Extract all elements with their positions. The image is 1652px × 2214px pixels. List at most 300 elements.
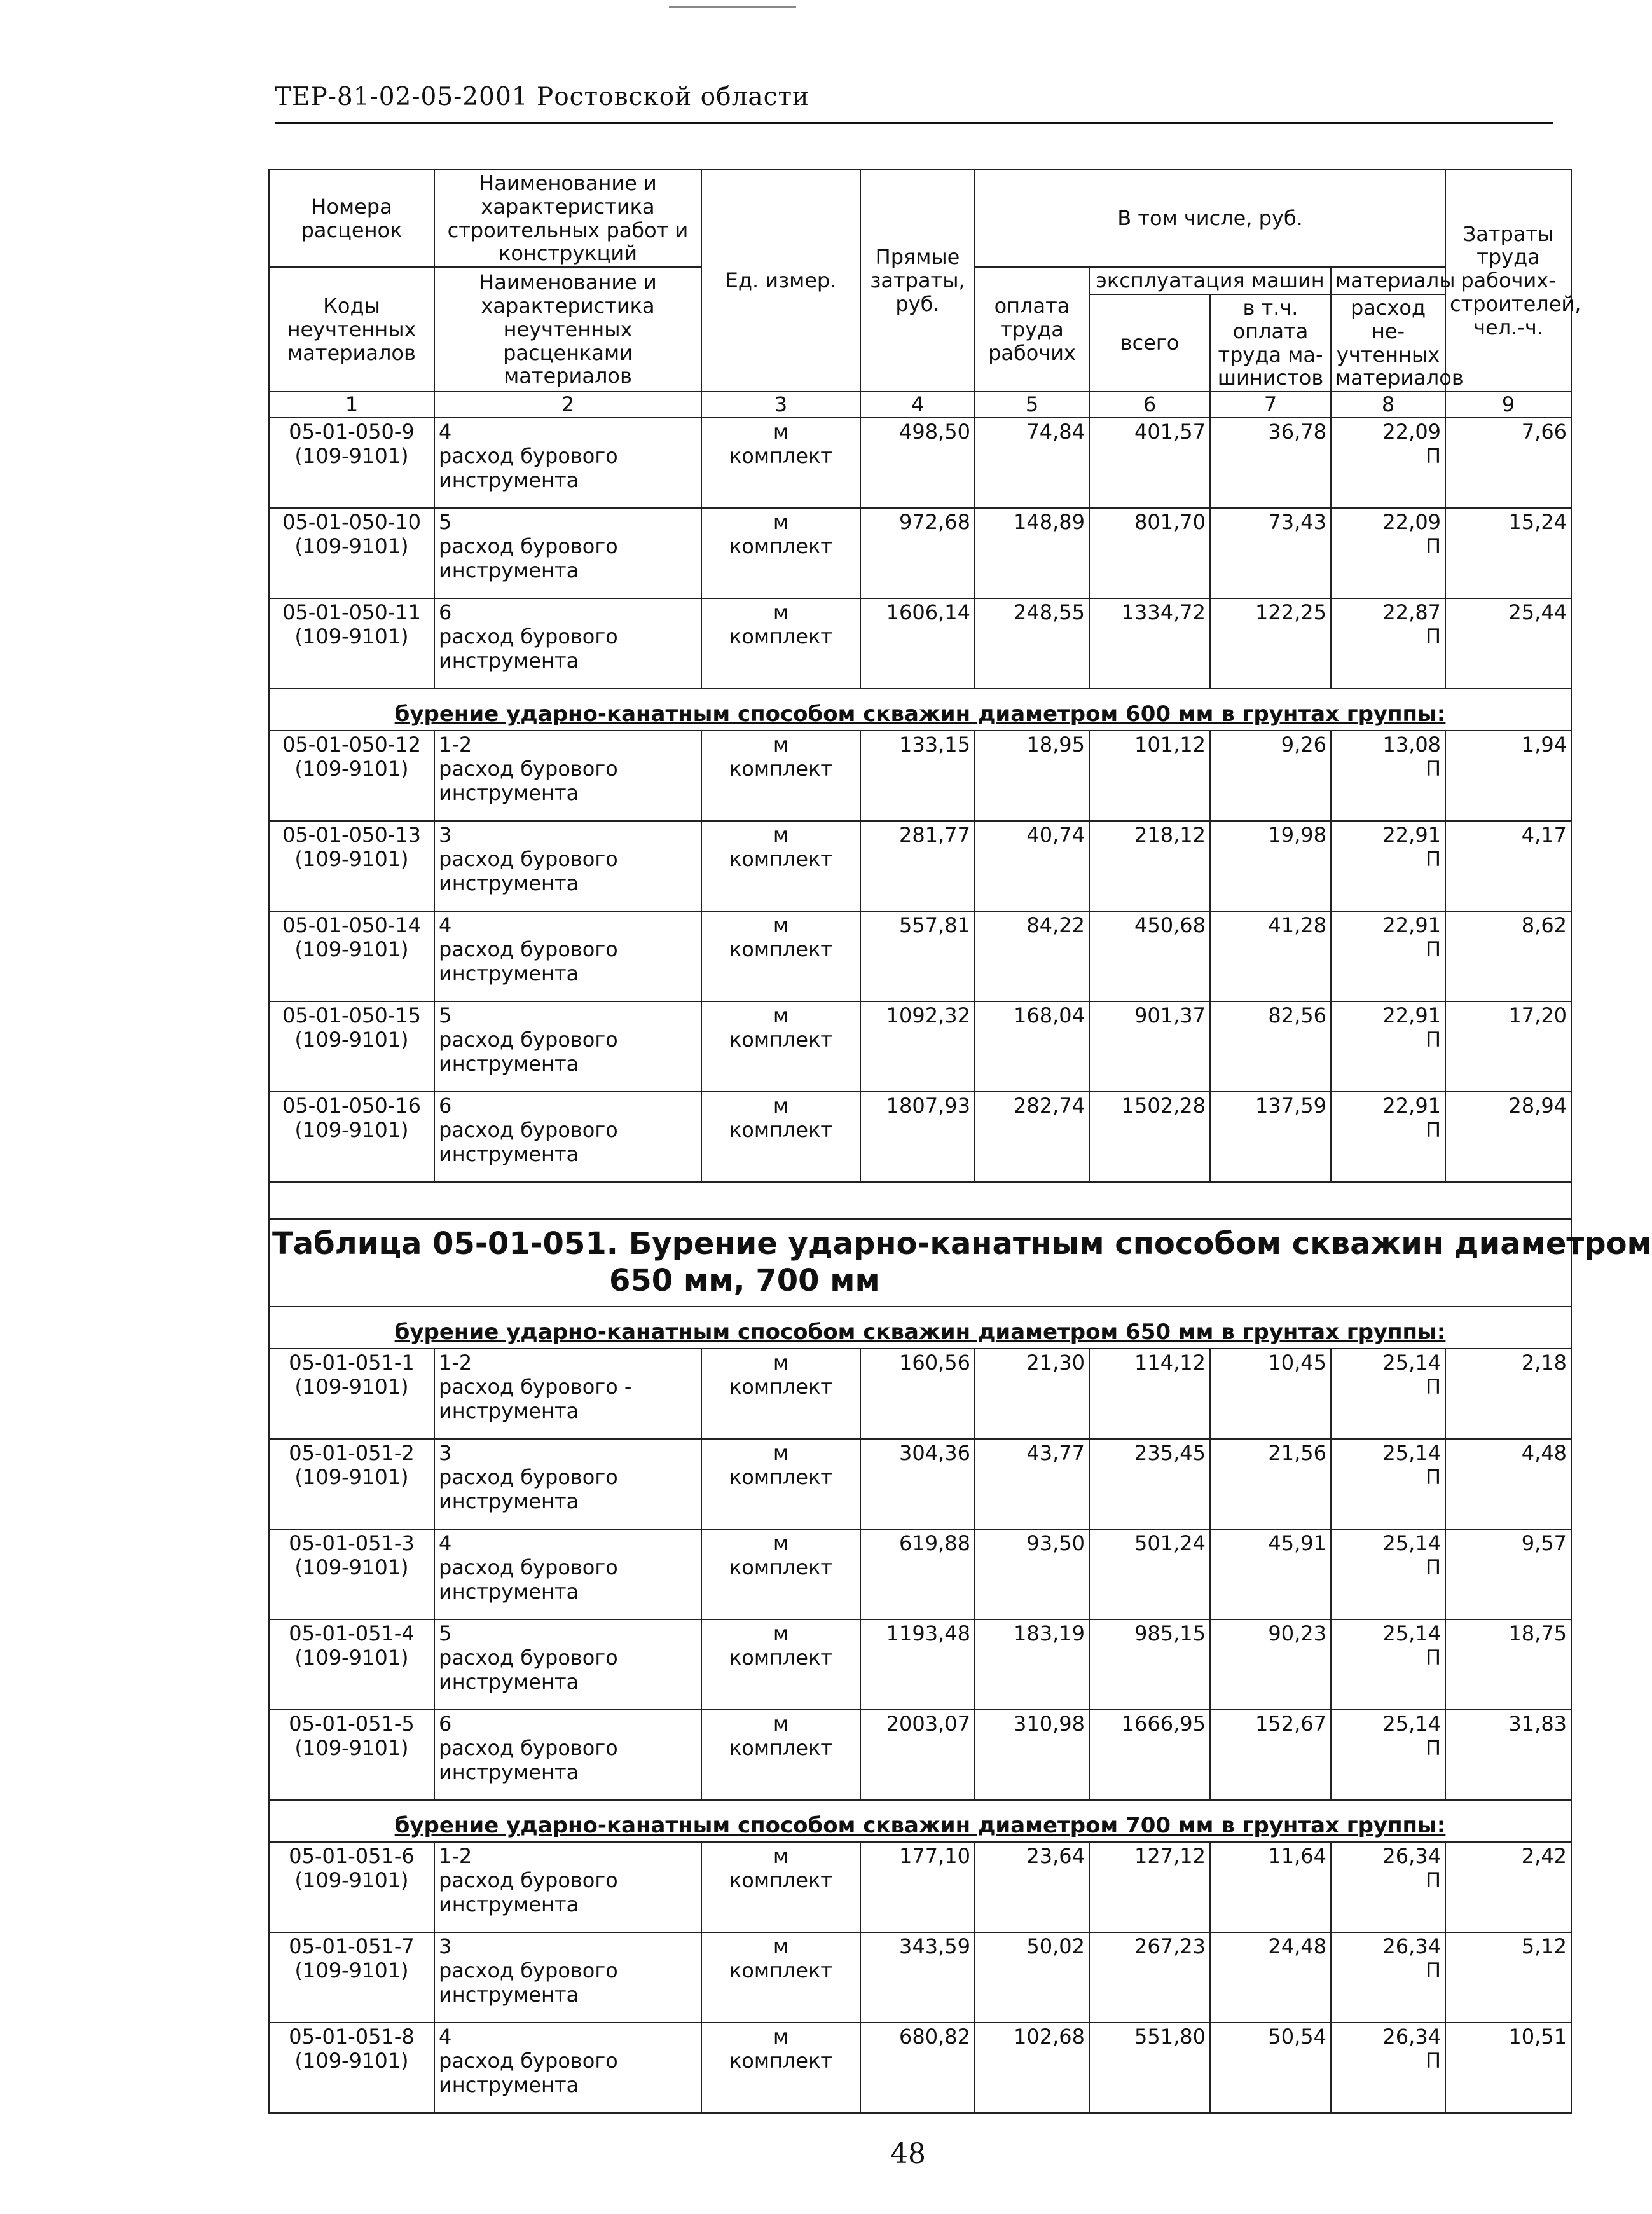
labor-hours: 7,66: [1445, 418, 1571, 508]
material-unit: комплект: [729, 1958, 833, 1983]
material-code: (109-9101): [294, 1374, 409, 1399]
material-unit: комплект: [729, 1645, 833, 1670]
labor-hours: 31,83: [1445, 1710, 1571, 1800]
material-use-cell: [1331, 1092, 1445, 1182]
material-name: расход бурового инструмента: [439, 1027, 618, 1076]
unit-cell: [701, 731, 860, 821]
material-use-unit: П: [1425, 937, 1442, 961]
soil-group: 1-2: [439, 732, 472, 757]
material-use: 25,14: [1382, 1440, 1442, 1465]
section-heading-650: бурение ударно-канатным способом скважин диаметром 650 мм в грунтах группы:: [269, 1307, 1571, 1349]
material-name: расход бурового инструмента: [439, 1867, 618, 1917]
unit-cell: [701, 911, 860, 1001]
material-use-cell: [1331, 1619, 1445, 1710]
unit-cell: [701, 418, 860, 508]
rate-code-cell: [269, 2023, 434, 2113]
labor-pay: 40,74: [975, 821, 1089, 911]
labor-pay: 74,84: [975, 418, 1089, 508]
rate-row: [269, 1439, 1571, 1529]
labor-hours: 2,42: [1445, 1842, 1571, 1932]
rate-code: 05-01-051-6: [289, 1843, 415, 1868]
soil-group: 3: [439, 1440, 452, 1465]
unit: м: [773, 732, 789, 757]
labor-pay: 93,50: [975, 1529, 1089, 1619]
title-underline: [275, 122, 1553, 124]
rate-group-050-a: [269, 418, 1571, 689]
unit-cell: [701, 598, 860, 689]
material-code: (109-9101): [294, 1464, 409, 1489]
rate-code: 05-01-051-5: [289, 1711, 415, 1736]
machine-total: 985,15: [1089, 1619, 1210, 1710]
direct-cost: 1807,93: [860, 1092, 975, 1182]
soil-group: 6: [439, 600, 452, 624]
labor-pay: 248,55: [975, 598, 1089, 689]
material-use-cell: [1331, 598, 1445, 689]
labor-hours: 8,62: [1445, 911, 1571, 1001]
direct-cost: 133,15: [860, 731, 975, 821]
machinist-pay: 152,67: [1210, 1710, 1331, 1800]
machine-total: 1666,95: [1089, 1710, 1210, 1800]
labor-pay: 18,95: [975, 731, 1089, 821]
rate-row: [269, 911, 1571, 1001]
material-unit: комплект: [729, 2048, 833, 2073]
material-use: 22,91: [1382, 912, 1442, 937]
labor-pay: 282,74: [975, 1092, 1089, 1182]
rate-code-cell: [269, 418, 434, 508]
material-use-unit: П: [1425, 1645, 1442, 1670]
material-name: расход бурового инструмента: [439, 624, 618, 673]
rate-code-cell: [269, 911, 434, 1001]
material-code: (109-9101): [294, 1958, 409, 1983]
material-name: расход бурового инструмента: [439, 1555, 618, 1604]
labor-hours: 2,18: [1445, 1349, 1571, 1439]
material-code: (109-9101): [294, 2048, 409, 2073]
rate-code: 05-01-050-9: [289, 419, 415, 444]
rate-group-050-b: [269, 731, 1571, 1182]
direct-cost: 177,10: [860, 1842, 975, 1932]
rate-row: [269, 598, 1571, 689]
material-use-unit: П: [1425, 1555, 1442, 1579]
unit: м: [773, 822, 789, 847]
table-title-line2: 650 мм, 700 мм: [609, 1262, 880, 1298]
material-code: (109-9101): [294, 937, 409, 961]
unit: м: [773, 509, 789, 534]
material-use: 26,34: [1382, 1843, 1442, 1868]
material-use: 22,91: [1382, 822, 1442, 847]
rate-code-cell: [269, 1001, 434, 1092]
machine-total: 114,12: [1089, 1349, 1210, 1439]
unit: м: [773, 1711, 789, 1736]
labor-hours: 5,12: [1445, 1932, 1571, 2023]
column-number: 5: [975, 392, 1089, 417]
description-cell: [434, 1439, 701, 1529]
description-cell: [434, 508, 701, 598]
material-use-cell: [1331, 508, 1445, 598]
rate-row: [269, 1842, 1571, 1932]
rate-code: 05-01-050-11: [282, 600, 421, 624]
unit-cell: [701, 1349, 860, 1439]
soil-group: 4: [439, 1530, 452, 1555]
rate-row: [269, 508, 1571, 598]
rate-code-cell: [269, 598, 434, 689]
machine-total: 1334,72: [1089, 598, 1210, 689]
material-use-cell: [1331, 1932, 1445, 2023]
soil-group: 3: [439, 1934, 452, 1958]
material-use: 22,09: [1382, 509, 1442, 534]
rate-row: [269, 1349, 1571, 1439]
rate-row: [269, 1710, 1571, 1800]
direct-cost: 972,68: [860, 508, 975, 598]
material-use: 13,08: [1382, 732, 1442, 757]
labor-hours: 17,20: [1445, 1001, 1571, 1092]
unit: м: [773, 1530, 789, 1555]
rate-row: [269, 1092, 1571, 1182]
machinist-pay: 73,43: [1210, 508, 1331, 598]
material-use-unit: П: [1425, 1735, 1442, 1760]
rate-code-cell: [269, 1349, 434, 1439]
material-unit: комплект: [729, 1867, 833, 1892]
material-name: расход бурового инструмента: [439, 443, 618, 493]
labor-hours: 1,94: [1445, 731, 1571, 821]
description-cell: [434, 821, 701, 911]
description-cell: [434, 2023, 701, 2113]
unit-cell: [701, 1619, 860, 1710]
direct-cost: 160,56: [860, 1349, 975, 1439]
material-use: 22,87: [1382, 600, 1442, 624]
labor-hours: 18,75: [1445, 1619, 1571, 1710]
header-labor-pay: оплата труда рабочих: [975, 267, 1089, 392]
material-unit: комплект: [729, 756, 833, 781]
column-number: 6: [1089, 392, 1210, 417]
material-use-cell: [1331, 2023, 1445, 2113]
description-cell: [434, 1001, 701, 1092]
material-unit: комплект: [729, 1117, 833, 1142]
direct-cost: 619,88: [860, 1529, 975, 1619]
material-code: (109-9101): [294, 1645, 409, 1670]
machinist-pay: 19,98: [1210, 821, 1331, 911]
machine-total: 267,23: [1089, 1932, 1210, 2023]
material-use-unit: П: [1425, 533, 1442, 558]
material-unit: комплект: [729, 1555, 833, 1579]
scan-mark-line: [669, 6, 796, 8]
machine-total: 218,12: [1089, 821, 1210, 911]
material-code: (109-9101): [294, 1117, 409, 1142]
unit: м: [773, 1843, 789, 1868]
material-name: расход бурового инструмента: [439, 937, 618, 986]
header-col2-top: Наименование и характеристика строительных работ и конструкций: [434, 170, 701, 267]
rate-row: [269, 821, 1571, 911]
material-use-cell: [1331, 1439, 1445, 1529]
direct-cost: 1092,32: [860, 1001, 975, 1092]
soil-group: 4: [439, 419, 452, 444]
machine-total: 501,24: [1089, 1529, 1210, 1619]
material-use-unit: П: [1425, 2048, 1442, 2073]
material-use-unit: П: [1425, 1867, 1442, 1892]
machinist-pay: 24,48: [1210, 1932, 1331, 2023]
rate-code: 05-01-051-4: [289, 1621, 415, 1646]
soil-group: 5: [439, 1621, 452, 1646]
rate-code-cell: [269, 1529, 434, 1619]
section-heading-700: бурение ударно-канатным способом скважин диаметром 700 мм в грунтах группы:: [269, 1800, 1571, 1842]
machinist-pay: 90,23: [1210, 1619, 1331, 1710]
labor-hours: 4,17: [1445, 821, 1571, 911]
table-title-line1: Таблица 05-01-051. Бурение ударно-канатным способом скважин диаметром: [272, 1225, 1652, 1262]
machinist-pay: 9,26: [1210, 731, 1331, 821]
material-use-cell: [1331, 1710, 1445, 1800]
material-use-cell: [1331, 418, 1445, 508]
machine-total: 551,80: [1089, 2023, 1210, 2113]
rate-group-051-b: [269, 1842, 1571, 2113]
material-name: расход бурового инструмента: [439, 533, 618, 583]
rate-code: 05-01-051-2: [289, 1440, 415, 1465]
rate-code: 05-01-050-13: [282, 822, 421, 847]
material-unit: комплект: [729, 1374, 833, 1399]
spacer-row: [269, 1182, 1571, 1219]
material-name: расход бурового - инструмента: [439, 1374, 632, 1424]
material-code: (109-9101): [294, 1027, 409, 1052]
material-unit: комплект: [729, 533, 833, 558]
column-number: 2: [434, 392, 701, 417]
material-use-unit: П: [1425, 1464, 1442, 1489]
material-unit: комплект: [729, 1735, 833, 1760]
rate-row: [269, 418, 1571, 508]
labor-pay: 21,30: [975, 1349, 1089, 1439]
column-number: 9: [1445, 392, 1571, 417]
unit: м: [773, 1350, 789, 1375]
material-use: 22,09: [1382, 419, 1442, 444]
material-use-unit: П: [1425, 1117, 1442, 1142]
header-materials: материалы: [1331, 267, 1445, 294]
material-name: расход бурового инструмента: [439, 1117, 618, 1167]
material-unit: комплект: [729, 443, 833, 468]
rate-code-cell: [269, 1710, 434, 1800]
labor-pay: 310,98: [975, 1710, 1089, 1800]
material-name: расход бурового инструмента: [439, 2048, 618, 2098]
rate-code-cell: [269, 1439, 434, 1529]
header-material-use: расход не-учтенных материалов: [1331, 294, 1445, 392]
direct-cost: 1193,48: [860, 1619, 975, 1710]
rate-code-cell: [269, 731, 434, 821]
material-use-cell: [1331, 1349, 1445, 1439]
machinist-pay: 82,56: [1210, 1001, 1331, 1092]
rate-code-cell: [269, 1842, 434, 1932]
machinist-pay: 11,64: [1210, 1842, 1331, 1932]
direct-cost: 2003,07: [860, 1710, 975, 1800]
soil-group: 6: [439, 1711, 452, 1736]
material-code: (109-9101): [294, 533, 409, 558]
material-use: 25,14: [1382, 1711, 1442, 1736]
rate-code: 05-01-050-16: [282, 1093, 421, 1118]
description-cell: [434, 598, 701, 689]
header-col1-bottom: Коды неучтенных материалов: [269, 267, 434, 392]
unit: м: [773, 600, 789, 624]
material-use-unit: П: [1425, 1958, 1442, 1983]
unit-cell: [701, 1842, 860, 1932]
unit-cell: [701, 1710, 860, 1800]
unit-cell: [701, 508, 860, 598]
machine-total: 127,12: [1089, 1842, 1210, 1932]
machine-total: 401,57: [1089, 418, 1210, 508]
unit: м: [773, 1621, 789, 1646]
unit-cell: [701, 2023, 860, 2113]
rate-code: 05-01-051-3: [289, 1530, 415, 1555]
page-number: 48: [890, 2138, 926, 2170]
material-use-unit: П: [1425, 1027, 1442, 1052]
soil-group: 1-2: [439, 1843, 472, 1868]
material-name: расход бурового инструмента: [439, 1735, 618, 1785]
labor-hours: 9,57: [1445, 1529, 1571, 1619]
material-name: расход бурового инструмента: [439, 756, 618, 806]
rate-code-cell: [269, 1619, 434, 1710]
material-use: 25,14: [1382, 1350, 1442, 1375]
unit: м: [773, 912, 789, 937]
rate-code-cell: [269, 821, 434, 911]
column-numbers-row: [269, 392, 1571, 417]
header-machinist-pay: в т.ч. оплата труда ма-шинистов: [1210, 294, 1331, 392]
document-title: ТЕР-81-02-05-2001 Ростовской области: [275, 83, 810, 111]
unit-cell: [701, 1092, 860, 1182]
rate-row: [269, 1001, 1571, 1092]
soil-group: 5: [439, 1003, 452, 1028]
machinist-pay: 21,56: [1210, 1439, 1331, 1529]
rate-code: 05-01-051-8: [289, 2024, 415, 2049]
material-code: (109-9101): [294, 624, 409, 649]
rate-code: 05-01-050-14: [282, 912, 421, 937]
price-table: [268, 169, 1652, 2114]
rate-code-cell: [269, 508, 434, 598]
machinist-pay: 10,45: [1210, 1349, 1331, 1439]
labor-pay: 50,02: [975, 1932, 1089, 2023]
direct-cost: 304,36: [860, 1439, 975, 1529]
material-name: расход бурового инструмента: [439, 1958, 618, 2007]
material-unit: комплект: [729, 846, 833, 871]
material-use: 25,14: [1382, 1621, 1442, 1646]
rate-code: 05-01-050-12: [282, 732, 421, 757]
table-title: [269, 1219, 1652, 1307]
material-unit: комплект: [729, 1027, 833, 1052]
machinist-pay: 137,59: [1210, 1092, 1331, 1182]
machinist-pay: 36,78: [1210, 418, 1331, 508]
section-heading-600: бурение ударно-канатным способом скважин диаметром 600 мм в грунтах группы:: [269, 689, 1571, 731]
material-code: (109-9101): [294, 1555, 409, 1579]
material-use-unit: П: [1425, 756, 1442, 781]
description-cell: [434, 1842, 701, 1932]
machine-total: 450,68: [1089, 911, 1210, 1001]
unit-cell: [701, 1932, 860, 2023]
machine-total: 235,45: [1089, 1439, 1210, 1529]
rate-group-051-a: [269, 1349, 1571, 1800]
labor-pay: 84,22: [975, 911, 1089, 1001]
header-unit: Ед. измер.: [701, 170, 860, 392]
description-cell: [434, 911, 701, 1001]
soil-group: 4: [439, 2024, 452, 2049]
machine-total: 901,37: [1089, 1001, 1210, 1092]
header-including-group: В том числе, руб.: [975, 170, 1445, 267]
direct-cost: 498,50: [860, 418, 975, 508]
unit-cell: [701, 1001, 860, 1092]
unit-cell: [701, 821, 860, 911]
material-use-unit: П: [1425, 846, 1442, 871]
column-number: 7: [1210, 392, 1331, 417]
column-number: 8: [1331, 392, 1445, 417]
header-labor-hours: Затраты труда рабочих-строителей, чел.-ч.: [1445, 170, 1571, 392]
rate-code-cell: [269, 1092, 434, 1182]
labor-hours: 28,94: [1445, 1092, 1571, 1182]
description-cell: [434, 1710, 701, 1800]
material-name: расход бурового инструмента: [439, 846, 618, 896]
labor-pay: 23,64: [975, 1842, 1089, 1932]
header-col2-bottom: Наименование и характеристика неучтенных расценками материалов: [434, 267, 701, 392]
description-cell: [434, 1932, 701, 2023]
material-code: (109-9101): [294, 1867, 409, 1892]
material-use-unit: П: [1425, 1374, 1442, 1399]
labor-pay: 183,19: [975, 1619, 1089, 1710]
material-use-cell: [1331, 1529, 1445, 1619]
direct-cost: 281,77: [860, 821, 975, 911]
unit: м: [773, 419, 789, 444]
labor-hours: 4,48: [1445, 1439, 1571, 1529]
unit: м: [773, 1003, 789, 1028]
material-code: (109-9101): [294, 846, 409, 871]
machine-total: 101,12: [1089, 731, 1210, 821]
description-cell: [434, 1349, 701, 1439]
header-machines-total: всего: [1089, 294, 1210, 392]
soil-group: 1-2: [439, 1350, 472, 1375]
labor-pay: 168,04: [975, 1001, 1089, 1092]
material-use-unit: П: [1425, 443, 1442, 468]
rate-code-cell: [269, 1932, 434, 2023]
unit: м: [773, 1934, 789, 1958]
description-cell: [434, 418, 701, 508]
material-name: расход бурового инструмента: [439, 1464, 618, 1514]
direct-cost: 680,82: [860, 2023, 975, 2113]
machinist-pay: 45,91: [1210, 1529, 1331, 1619]
machine-total: 1502,28: [1089, 1092, 1210, 1182]
material-use-cell: [1331, 731, 1445, 821]
material-use: 22,91: [1382, 1093, 1442, 1118]
unit: м: [773, 1440, 789, 1465]
material-use: 26,34: [1382, 2024, 1442, 2049]
material-unit: комплект: [729, 624, 833, 649]
description-cell: [434, 1529, 701, 1619]
machine-total: 801,70: [1089, 508, 1210, 598]
material-code: (109-9101): [294, 1735, 409, 1760]
rate-code: 05-01-050-15: [282, 1003, 421, 1028]
material-code: (109-9101): [294, 756, 409, 781]
unit: м: [773, 2024, 789, 2049]
material-use: 22,91: [1382, 1003, 1442, 1028]
column-number: 4: [860, 392, 975, 417]
labor-pay: 43,77: [975, 1439, 1089, 1529]
soil-group: 4: [439, 912, 452, 937]
description-cell: [434, 1619, 701, 1710]
header-col1-top: Номера расценок: [269, 170, 434, 267]
material-use-cell: [1331, 1842, 1445, 1932]
direct-cost: 343,59: [860, 1932, 975, 2023]
soil-group: 3: [439, 822, 452, 847]
direct-cost: 1606,14: [860, 598, 975, 689]
material-unit: комплект: [729, 937, 833, 961]
direct-cost: 557,81: [860, 911, 975, 1001]
machinist-pay: 122,25: [1210, 598, 1331, 689]
rate-row: [269, 1619, 1571, 1710]
labor-hours: 25,44: [1445, 598, 1571, 689]
labor-hours: 15,24: [1445, 508, 1571, 598]
material-code: (109-9101): [294, 443, 409, 468]
rate-row: [269, 1529, 1571, 1619]
rate-row: [269, 2023, 1571, 2113]
soil-group: 5: [439, 509, 452, 534]
